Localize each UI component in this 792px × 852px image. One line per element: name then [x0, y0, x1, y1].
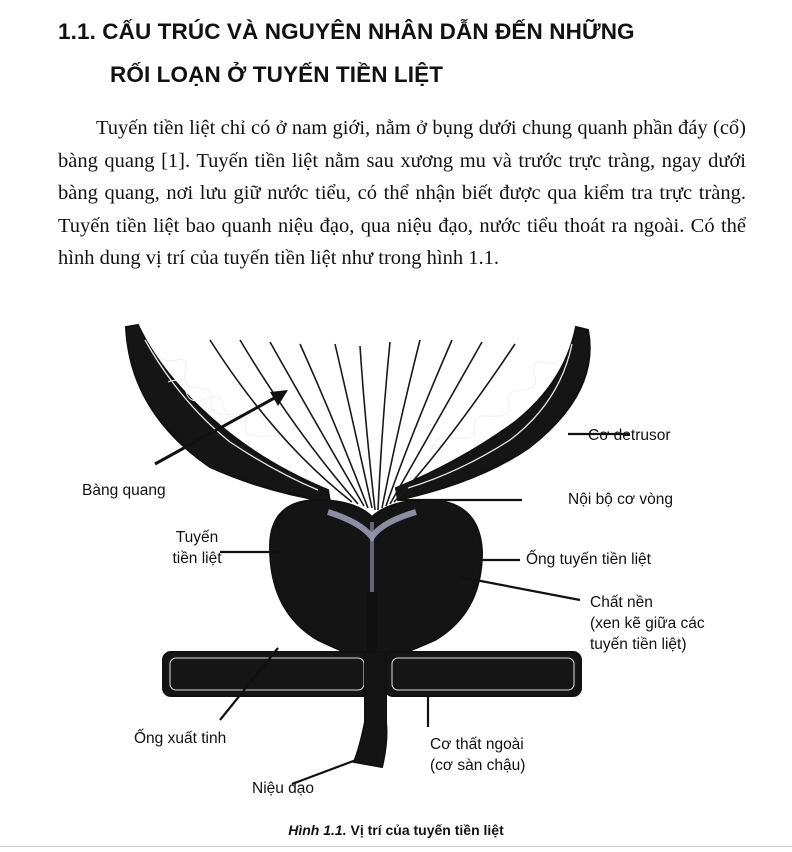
label-prostate-line-2: tiền liệt — [172, 550, 222, 567]
label-detrusor: Cơ detrusor — [588, 427, 671, 444]
diaphragm-bar-right — [385, 652, 581, 696]
section-heading — [58, 10, 758, 96]
body-paragraph-block — [58, 112, 746, 275]
label-internal-sphincter: Nội bộ cơ vòng — [568, 491, 673, 508]
heading-line-2: RỐI LOẠN Ở TUYẾN TIỀN LIỆT — [110, 62, 444, 87]
label-external-sphincter — [430, 734, 525, 776]
label-stroma — [590, 592, 705, 655]
label-external-sphincter-line-1: Cơ thất ngoài — [430, 736, 524, 753]
body-paragraph: Tuyến tiền liệt chỉ có ở nam giới, nằm ở bụng dưới chung quanh phần đáy (cổ) bàng quang [1]. Tuyến tiền liệt nằm sau xương mu và trước trực tràng, ngay dưới bàng quang, nơi lưu giữ nước tiểu, có thể nhận biết được qua kiểm tra trực tràng. Tuyến tiền liệt bao quanh niệu đạo, qua niệu đạo, nước tiểu thoát ra ngoài. Có thể hình dung vị trí của tuyến tiền liệt như trong hình 1.1. — [58, 117, 746, 270]
label-urethra: Niệu đạo — [252, 780, 315, 797]
figure-caption — [0, 822, 792, 838]
bladder-wall-left — [126, 325, 330, 502]
label-bladder: Bàng quang — [82, 482, 166, 499]
page-bottom-divider — [0, 846, 792, 847]
diaphragm-bar-left — [163, 652, 371, 696]
label-stroma-line-3: tuyến tiền liệt) — [590, 636, 687, 653]
bladder-wall-right — [396, 327, 590, 500]
label-prostate-line-1: Tuyến — [175, 529, 219, 546]
leader-stroma — [460, 577, 580, 600]
label-stroma-line-1: Chất nền — [590, 594, 653, 611]
label-ejaculatory-duct: Ống xuất tinh — [134, 730, 227, 747]
heading-line-1: 1.1. CẤU TRÚC VÀ NGUYÊN NHÂN DẪN ĐẾN NHỮNG — [58, 19, 635, 44]
caption-label: Hình 1.1. — [288, 822, 347, 838]
label-prostate — [152, 527, 242, 569]
prostate-diagram — [60, 322, 760, 812]
label-prostatic-duct: Ống tuyến tiền liệt — [526, 551, 651, 568]
label-stroma-line-2: (xen kẽ giữa các — [590, 615, 705, 632]
label-external-sphincter-line-2: (cơ sàn chậu) — [430, 757, 526, 774]
caption-title: Vị trí của tuyến tiền liệt — [350, 822, 504, 838]
